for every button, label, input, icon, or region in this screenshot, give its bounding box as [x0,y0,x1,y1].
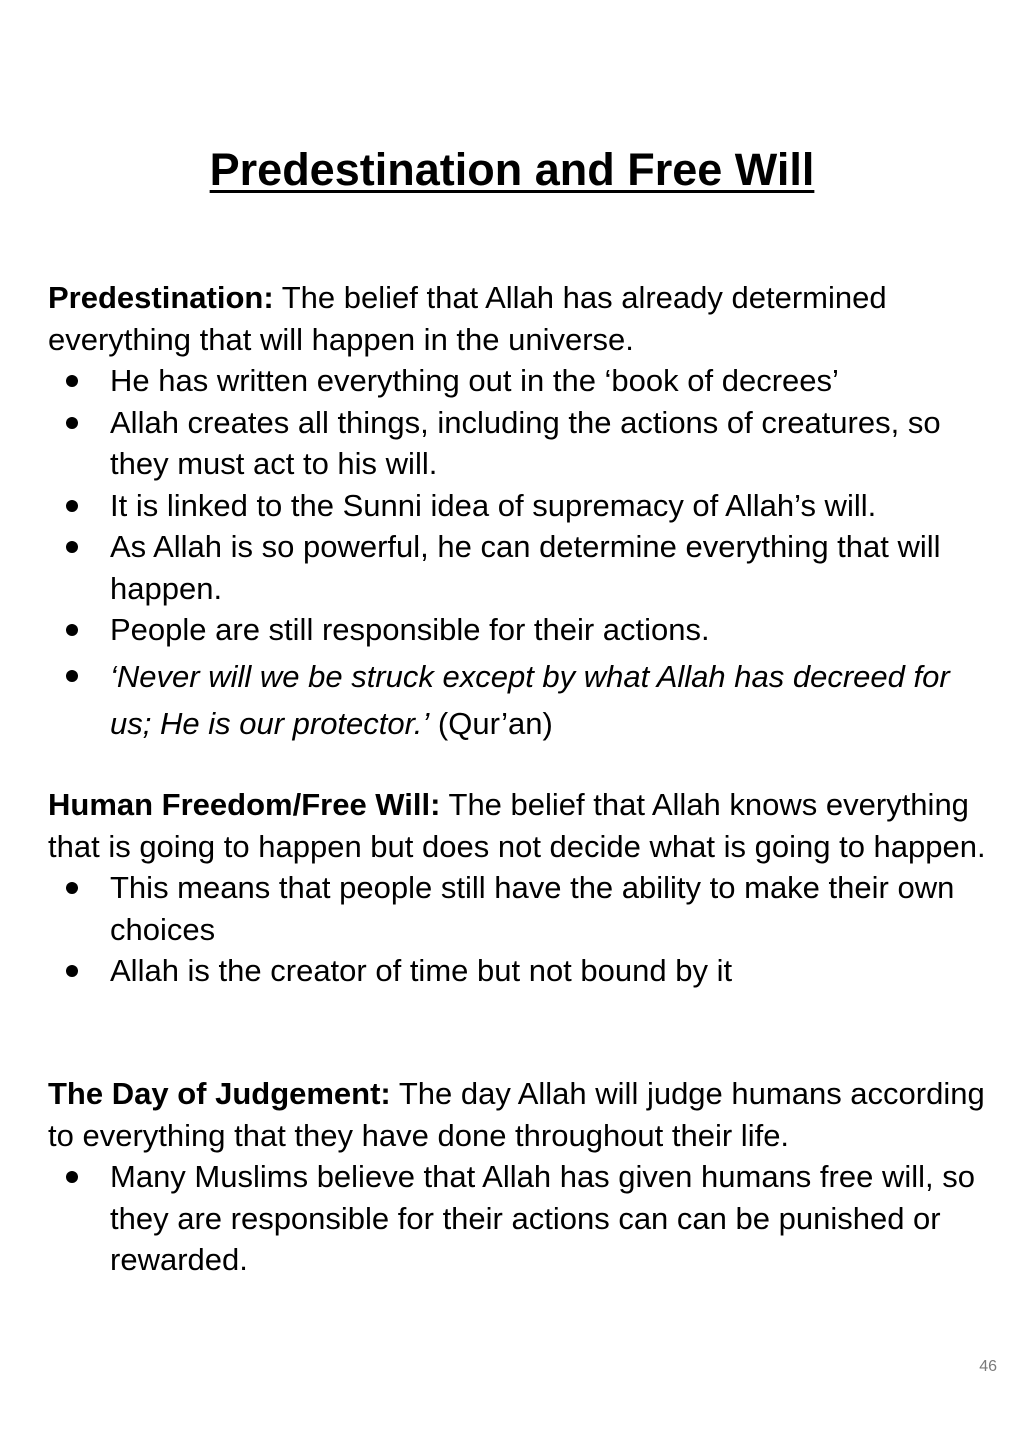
page-number: 46 [979,1358,997,1375]
bullet-icon [66,500,78,512]
definition-paragraph [48,277,988,360]
list-item-text: This means that people still have the ability to make their own choices [110,870,955,947]
section-predestination [48,277,988,747]
term-label: Human Freedom/Free Will: [48,787,441,822]
bullet-icon [66,417,78,429]
section-free-will [48,784,988,992]
bullet-icon [66,1171,78,1183]
list-item-text: Allah is the creator of time but not bound by it [110,953,733,988]
list-item [110,526,988,609]
list-item [110,950,988,992]
bullet-icon [66,375,78,387]
definition-paragraph [48,1073,988,1156]
list-item [110,360,988,402]
definition-paragraph [48,784,988,867]
bullet-icon [66,541,78,553]
bullet-list [48,360,988,747]
quote-item [110,651,988,747]
term-label: Predestination: [48,280,274,315]
quote-source: (Qur’an) [429,705,553,741]
list-item-text: He has written everything out in the ‘book of decrees’ [110,363,839,398]
list-item [110,867,988,950]
list-item-text: Allah creates all things, including the actions of creatures, so they must act to his will. [110,404,941,481]
bullet-list [48,1156,988,1281]
list-item-text: Many Muslims believe that Allah has given humans free will, so they are responsible for their actions can can be punished or rewarded. [110,1159,975,1277]
term-label: The Day of Judgement: [48,1076,391,1111]
section-day-of-judgement [48,1073,988,1281]
quote-text: ‘Never will we be struck except by what Allah has decreed for us; He is our protector.’ [110,658,950,741]
definition-text: The belief that Allah has already determined everything that will happen in the universe. [48,280,887,357]
list-item [110,402,988,485]
bullet-list [48,867,988,992]
definition-text: The day Allah will judge humans according to everything that they have done throughout their life. [48,1076,985,1153]
bullet-icon [66,670,78,682]
definition-text: The belief that Allah knows everything that is going to happen but does not decide what is going to happen. [48,787,986,864]
page-title-text: Predestination and Free Will [209,144,815,195]
list-item-text: As Allah is so powerful, he can determine everything that will happen. [110,529,941,606]
list-item [110,1156,988,1281]
bullet-icon [66,965,78,977]
bullet-icon [66,882,78,894]
bullet-icon [66,624,78,636]
list-item-text: It is linked to the Sunni idea of supremacy of Allah’s will. [110,487,877,523]
list-item [110,609,988,651]
page-title [0,142,1024,198]
list-item [110,485,988,527]
list-item-text: People are still responsible for their actions. [110,612,710,647]
